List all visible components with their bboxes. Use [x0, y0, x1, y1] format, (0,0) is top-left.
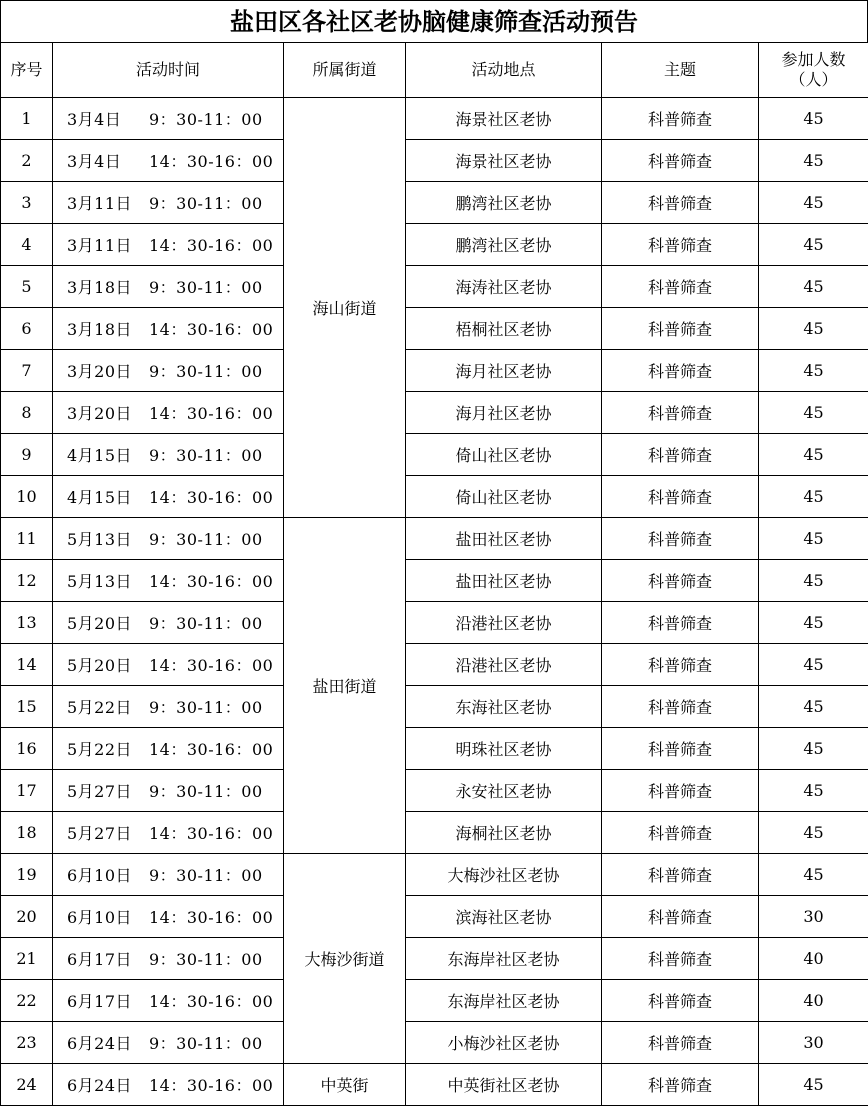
cell-time — [53, 98, 284, 140]
cell-location: 海月社区老协 — [406, 392, 602, 434]
cell-location: 海月社区老协 — [406, 350, 602, 392]
cell-time-range: 9：30-11：00 — [149, 1034, 263, 1053]
cell-topic: 科普筛查 — [602, 980, 759, 1022]
cell-topic: 科普筛查 — [602, 770, 759, 812]
cell-time-range: 14：30-16：00 — [149, 572, 274, 591]
cell-time-range: 14：30-16：00 — [149, 908, 274, 927]
cell-location: 盐田社区老协 — [406, 518, 602, 560]
cell-location: 滨海社区老协 — [406, 896, 602, 938]
cell-time-range: 9：30-11：00 — [149, 866, 263, 885]
table-row — [1, 854, 868, 896]
cell-time — [53, 140, 284, 182]
cell-seq: 1 — [1, 98, 53, 140]
cell-count: 45 — [759, 728, 868, 770]
table-row — [1, 728, 868, 770]
cell-date: 5月27日 — [67, 782, 133, 801]
cell-seq: 12 — [1, 560, 53, 602]
table-row — [1, 392, 868, 434]
cell-time — [53, 812, 284, 854]
cell-count: 45 — [759, 224, 868, 266]
cell-count: 45 — [759, 308, 868, 350]
cell-date: 5月22日 — [67, 698, 133, 717]
cell-time-range: 14：30-16：00 — [149, 992, 274, 1011]
cell-count: 45 — [759, 686, 868, 728]
table-row — [1, 140, 868, 182]
cell-count: 45 — [759, 602, 868, 644]
table-row — [1, 812, 868, 854]
cell-seq: 16 — [1, 728, 53, 770]
cell-date: 3月4日 — [67, 152, 122, 171]
cell-seq: 23 — [1, 1022, 53, 1064]
cell-time-range: 14：30-16：00 — [149, 404, 274, 423]
cell-topic: 科普筛查 — [602, 476, 759, 518]
table-row — [1, 182, 868, 224]
cell-time-range: 9：30-11：00 — [149, 530, 263, 549]
cell-seq: 20 — [1, 896, 53, 938]
header-count-line2: （人） — [789, 70, 838, 89]
cell-seq: 5 — [1, 266, 53, 308]
table-row — [1, 602, 868, 644]
cell-time-range: 14：30-16：00 — [149, 488, 274, 507]
cell-count: 30 — [759, 896, 868, 938]
table-row — [1, 1064, 868, 1106]
header-location: 活动地点 — [406, 43, 602, 98]
cell-seq: 8 — [1, 392, 53, 434]
cell-seq: 17 — [1, 770, 53, 812]
cell-time — [53, 644, 284, 686]
cell-time — [53, 896, 284, 938]
cell-time-range: 9：30-11：00 — [149, 278, 263, 297]
cell-location: 海景社区老协 — [406, 98, 602, 140]
cell-count: 45 — [759, 644, 868, 686]
cell-count: 45 — [759, 560, 868, 602]
cell-topic: 科普筛查 — [602, 182, 759, 224]
cell-topic: 科普筛查 — [602, 1022, 759, 1064]
cell-count: 45 — [759, 854, 868, 896]
cell-seq: 15 — [1, 686, 53, 728]
cell-seq: 6 — [1, 308, 53, 350]
cell-count: 45 — [759, 98, 868, 140]
cell-street: 海山街道 — [284, 98, 406, 518]
cell-topic: 科普筛查 — [602, 350, 759, 392]
cell-count: 40 — [759, 938, 868, 980]
cell-date: 5月13日 — [67, 530, 133, 549]
table-row — [1, 308, 868, 350]
cell-seq: 9 — [1, 434, 53, 476]
cell-street: 中英街 — [284, 1064, 406, 1106]
cell-topic: 科普筛查 — [602, 98, 759, 140]
table-row — [1, 896, 868, 938]
cell-time-range: 9：30-11：00 — [149, 446, 263, 465]
cell-time — [53, 980, 284, 1022]
cell-location: 梧桐社区老协 — [406, 308, 602, 350]
cell-date: 3月11日 — [67, 236, 133, 255]
cell-time — [53, 938, 284, 980]
cell-topic: 科普筛查 — [602, 938, 759, 980]
cell-time — [53, 770, 284, 812]
page-title: 盐田区各社区老协脑健康筛查活动预告 — [0, 0, 868, 42]
table-row — [1, 266, 868, 308]
cell-date: 6月24日 — [67, 1034, 133, 1053]
cell-count: 40 — [759, 980, 868, 1022]
cell-date: 5月27日 — [67, 824, 133, 843]
cell-count: 45 — [759, 476, 868, 518]
cell-count: 45 — [759, 1064, 868, 1106]
cell-date: 5月13日 — [67, 572, 133, 591]
cell-seq: 4 — [1, 224, 53, 266]
table-row — [1, 560, 868, 602]
table-row — [1, 980, 868, 1022]
cell-time-range: 14：30-16：00 — [149, 824, 274, 843]
cell-seq: 22 — [1, 980, 53, 1022]
cell-time-range: 14：30-16：00 — [149, 236, 274, 255]
cell-topic: 科普筛查 — [602, 266, 759, 308]
cell-location: 海涛社区老协 — [406, 266, 602, 308]
cell-time-range: 9：30-11：00 — [149, 698, 263, 717]
table-row — [1, 644, 868, 686]
cell-location: 沿港社区老协 — [406, 602, 602, 644]
cell-time — [53, 434, 284, 476]
cell-time-range: 9：30-11：00 — [149, 614, 263, 633]
table-row — [1, 686, 868, 728]
cell-time — [53, 308, 284, 350]
cell-time-range: 9：30-11：00 — [149, 950, 263, 969]
cell-location: 海桐社区老协 — [406, 812, 602, 854]
cell-location: 鹏湾社区老协 — [406, 182, 602, 224]
cell-seq: 14 — [1, 644, 53, 686]
cell-seq: 18 — [1, 812, 53, 854]
cell-time — [53, 350, 284, 392]
cell-time — [53, 392, 284, 434]
cell-topic: 科普筛查 — [602, 434, 759, 476]
cell-date: 6月17日 — [67, 950, 133, 969]
cell-seq: 13 — [1, 602, 53, 644]
cell-topic: 科普筛查 — [602, 728, 759, 770]
cell-street: 盐田街道 — [284, 518, 406, 854]
cell-count: 45 — [759, 140, 868, 182]
cell-location: 小梅沙社区老协 — [406, 1022, 602, 1064]
header-street: 所属街道 — [284, 43, 406, 98]
cell-time-range: 14：30-16：00 — [149, 152, 274, 171]
cell-seq: 24 — [1, 1064, 53, 1106]
cell-location: 海景社区老协 — [406, 140, 602, 182]
cell-topic: 科普筛查 — [602, 560, 759, 602]
cell-location: 中英街社区老协 — [406, 1064, 602, 1106]
cell-time-range: 14：30-16：00 — [149, 656, 274, 675]
cell-topic: 科普筛查 — [602, 686, 759, 728]
cell-location: 东海社区老协 — [406, 686, 602, 728]
cell-street: 大梅沙街道 — [284, 854, 406, 1064]
cell-location: 大梅沙社区老协 — [406, 854, 602, 896]
cell-location: 倚山社区老协 — [406, 434, 602, 476]
cell-time-range: 14：30-16：00 — [149, 1076, 274, 1095]
header-row — [1, 43, 868, 98]
cell-time-range: 9：30-11：00 — [149, 110, 263, 129]
cell-topic: 科普筛查 — [602, 518, 759, 560]
cell-time-range: 14：30-16：00 — [149, 740, 274, 759]
cell-topic: 科普筛查 — [602, 1064, 759, 1106]
cell-time — [53, 266, 284, 308]
cell-seq: 10 — [1, 476, 53, 518]
cell-date: 3月20日 — [67, 404, 133, 423]
cell-location: 东海岸社区老协 — [406, 980, 602, 1022]
table-row — [1, 518, 868, 560]
table-row — [1, 770, 868, 812]
cell-seq: 21 — [1, 938, 53, 980]
cell-location: 明珠社区老协 — [406, 728, 602, 770]
cell-count: 30 — [759, 1022, 868, 1064]
cell-seq: 19 — [1, 854, 53, 896]
cell-seq: 3 — [1, 182, 53, 224]
cell-date: 6月17日 — [67, 992, 133, 1011]
cell-time — [53, 224, 284, 266]
cell-topic: 科普筛查 — [602, 140, 759, 182]
table-row — [1, 224, 868, 266]
cell-topic: 科普筛查 — [602, 224, 759, 266]
table-header — [1, 43, 868, 98]
cell-time — [53, 476, 284, 518]
table-body — [1, 98, 868, 1106]
cell-time — [53, 560, 284, 602]
cell-time — [53, 602, 284, 644]
schedule-table — [0, 42, 868, 1106]
cell-topic: 科普筛查 — [602, 392, 759, 434]
cell-date: 5月22日 — [67, 740, 133, 759]
cell-location: 沿港社区老协 — [406, 644, 602, 686]
cell-time-range: 14：30-16：00 — [149, 320, 274, 339]
cell-time — [53, 854, 284, 896]
cell-date: 6月10日 — [67, 908, 133, 927]
cell-seq: 11 — [1, 518, 53, 560]
header-seq: 序号 — [1, 43, 53, 98]
cell-time — [53, 1022, 284, 1064]
cell-date: 4月15日 — [67, 446, 133, 465]
table-row — [1, 1022, 868, 1064]
cell-count: 45 — [759, 812, 868, 854]
cell-date: 5月20日 — [67, 656, 133, 675]
cell-date: 3月18日 — [67, 320, 133, 339]
cell-topic: 科普筛查 — [602, 812, 759, 854]
cell-topic: 科普筛查 — [602, 896, 759, 938]
cell-time-range: 9：30-11：00 — [149, 782, 263, 801]
table-row — [1, 350, 868, 392]
cell-time — [53, 1064, 284, 1106]
cell-time-range: 9：30-11：00 — [149, 362, 263, 381]
header-time: 活动时间 — [53, 43, 284, 98]
cell-date: 5月20日 — [67, 614, 133, 633]
cell-date: 6月10日 — [67, 866, 133, 885]
cell-count: 45 — [759, 518, 868, 560]
cell-date: 6月24日 — [67, 1076, 133, 1095]
cell-count: 45 — [759, 434, 868, 476]
cell-count: 45 — [759, 350, 868, 392]
cell-time — [53, 182, 284, 224]
header-count — [759, 43, 868, 98]
cell-date: 3月11日 — [67, 194, 133, 213]
cell-count: 45 — [759, 182, 868, 224]
table-row — [1, 98, 868, 140]
cell-seq: 7 — [1, 350, 53, 392]
cell-location: 东海岸社区老协 — [406, 938, 602, 980]
cell-count: 45 — [759, 392, 868, 434]
cell-date: 3月18日 — [67, 278, 133, 297]
cell-time — [53, 518, 284, 560]
cell-count: 45 — [759, 266, 868, 308]
cell-count: 45 — [759, 770, 868, 812]
cell-date: 4月15日 — [67, 488, 133, 507]
table-row — [1, 434, 868, 476]
cell-time — [53, 686, 284, 728]
table-row — [1, 938, 868, 980]
cell-location: 倚山社区老协 — [406, 476, 602, 518]
cell-location: 永安社区老协 — [406, 770, 602, 812]
cell-date: 3月4日 — [67, 110, 122, 129]
cell-topic: 科普筛查 — [602, 644, 759, 686]
header-count-line1: 参加人数 — [781, 50, 846, 69]
header-topic: 主题 — [602, 43, 759, 98]
cell-time — [53, 728, 284, 770]
table-row — [1, 476, 868, 518]
cell-time-range: 9：30-11：00 — [149, 194, 263, 213]
cell-topic: 科普筛查 — [602, 854, 759, 896]
cell-seq: 2 — [1, 140, 53, 182]
cell-location: 鹏湾社区老协 — [406, 224, 602, 266]
cell-topic: 科普筛查 — [602, 602, 759, 644]
cell-date: 3月20日 — [67, 362, 133, 381]
cell-location: 盐田社区老协 — [406, 560, 602, 602]
cell-topic: 科普筛查 — [602, 308, 759, 350]
